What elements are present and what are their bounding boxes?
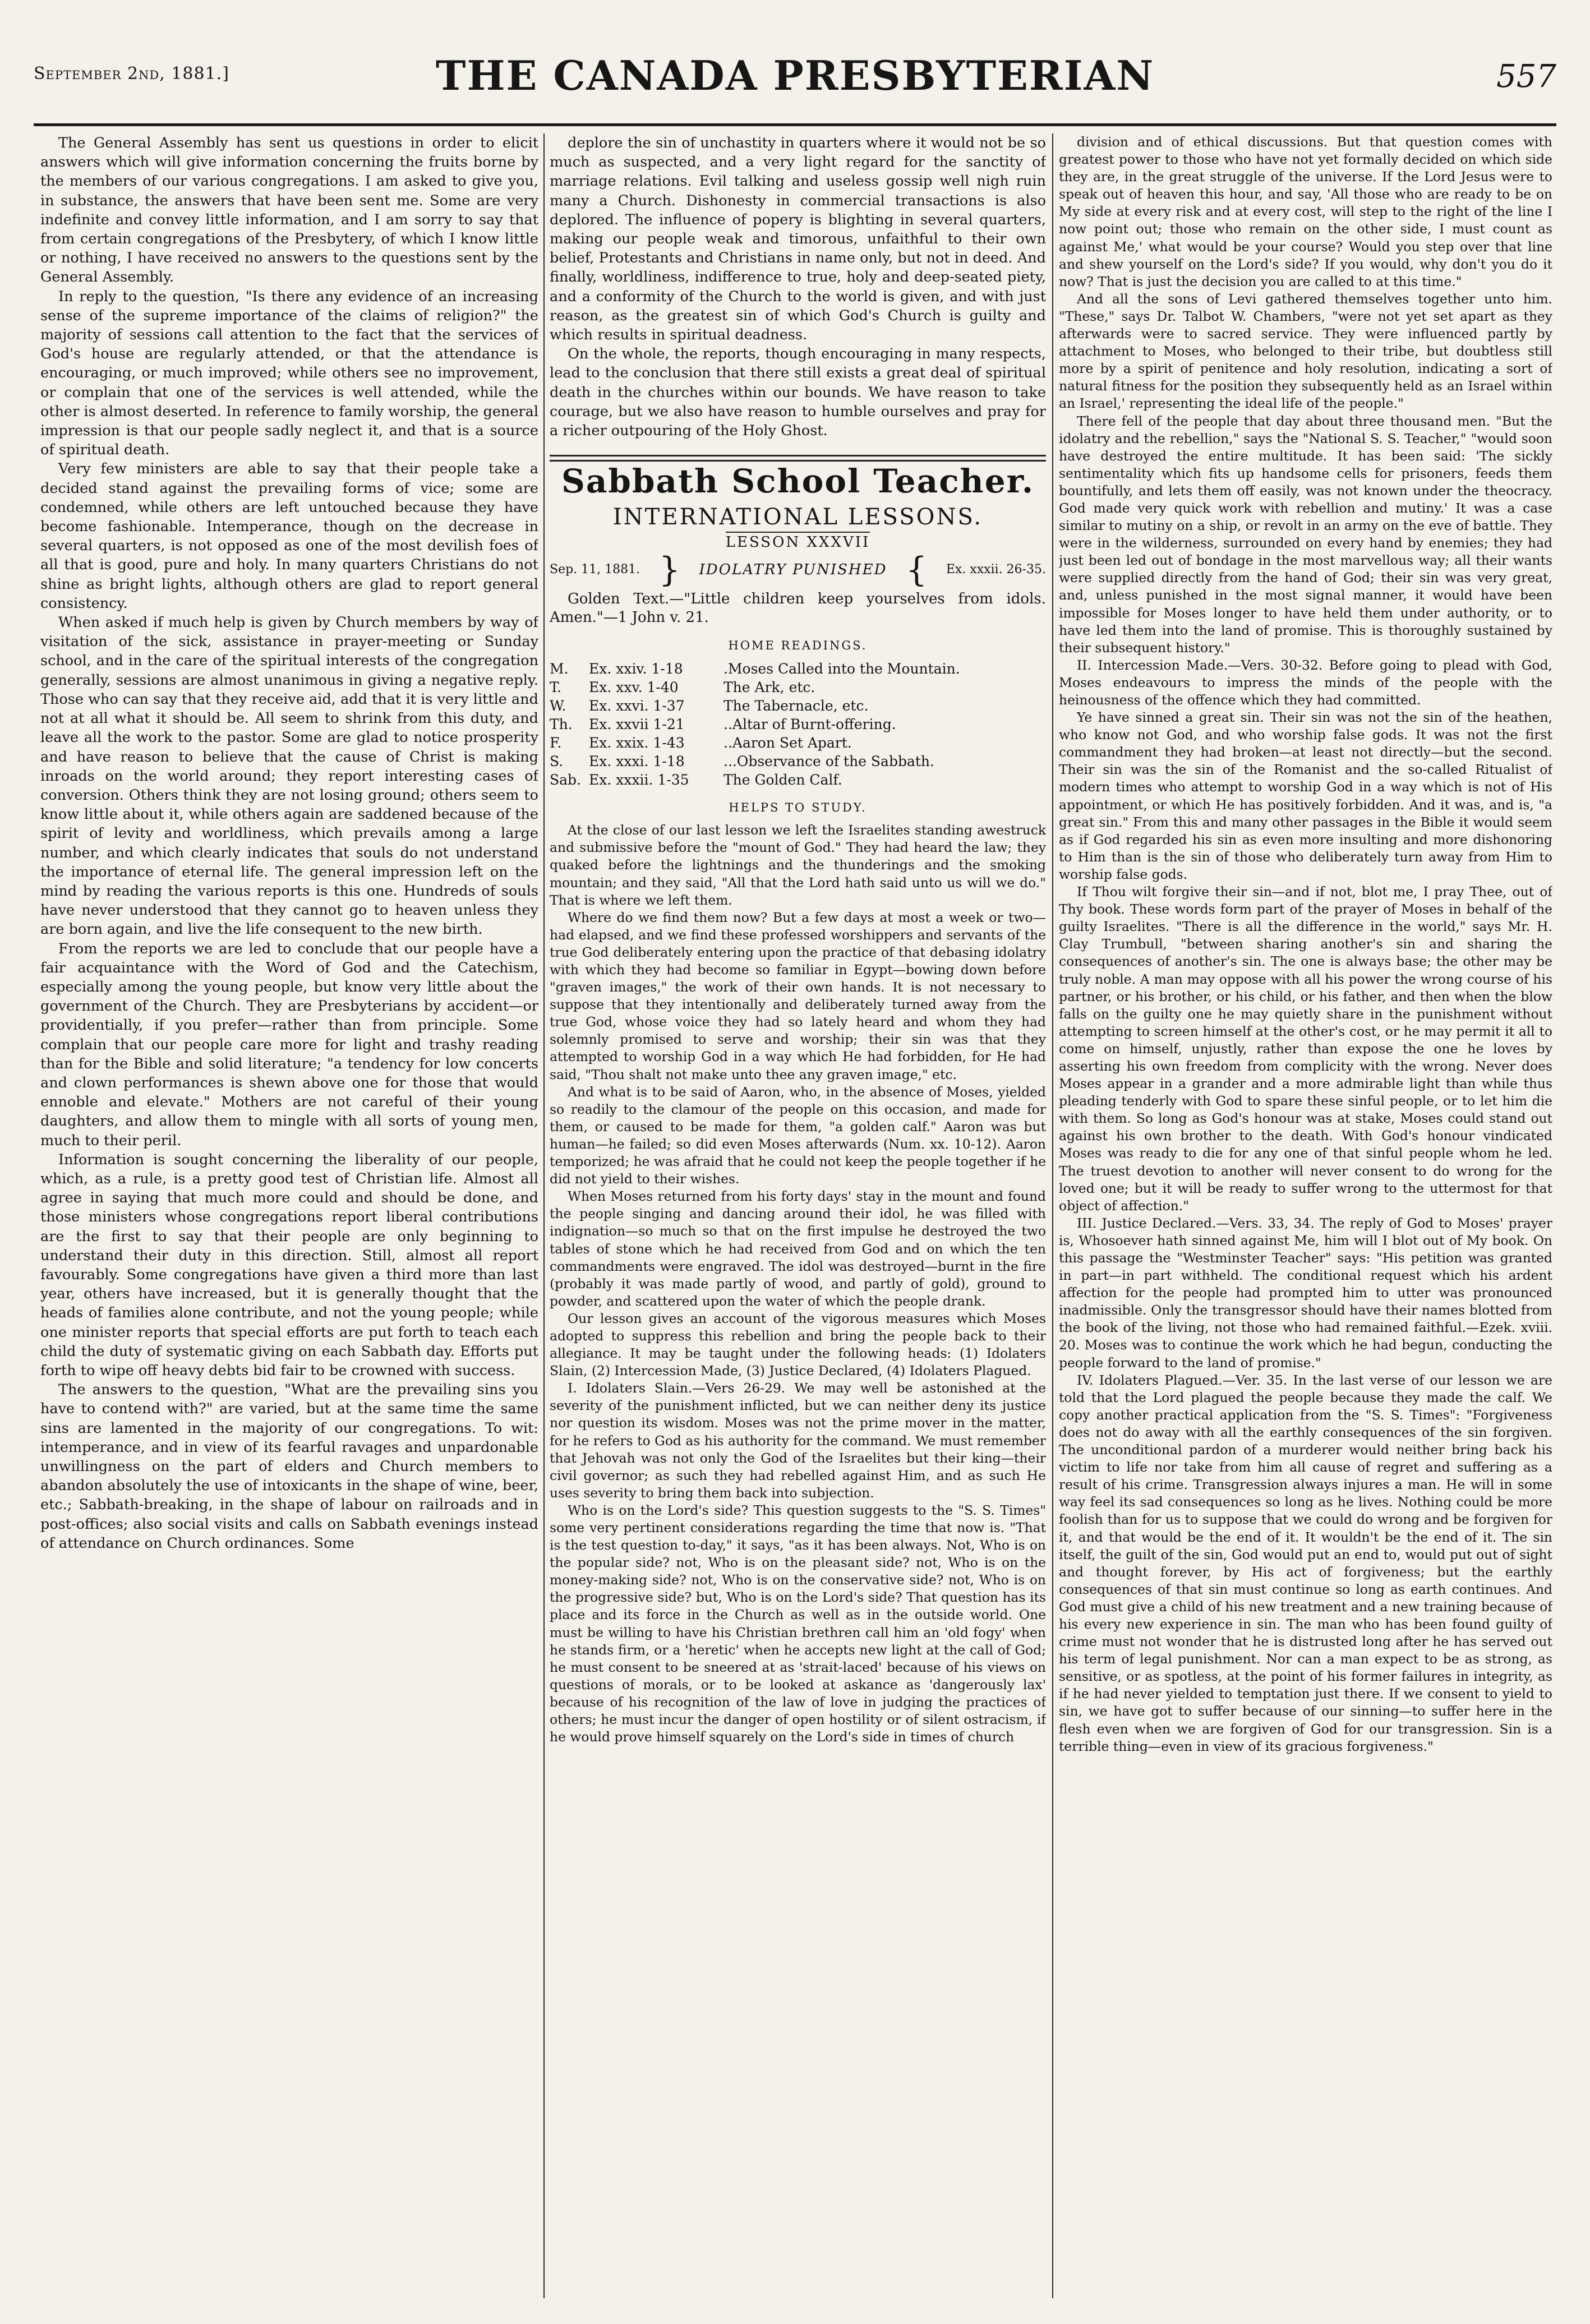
- list-item: S. Ex. xxxi. 1-18 ...Observance of the Sabbath.: [550, 753, 934, 770]
- list-item: F. Ex. xxix. 1-43 ..Aaron Set Apart.: [550, 735, 852, 751]
- paragraph: If Thou wilt forgive their sin—and if not, blot me, I pray Thee, out of Thy book. These words form part of the prayer of Moses in behalf of the guilty Israelites. "There is all the difference in the world," says Mr. H. Clay Trumbull, "between sharing another's sin and sharing the consequences of another's sin. The one is always base; the other may be truly noble. A man may oppose with all his power the wrong course of his partner, or his brother, or his child, or his father, and then when the blow falls on the guilty one he may quietly share in the punishment without attempting to screen himself at the other's cost, or he may permit it all to come on himself, unjustly, rather than expose the one he loves by asserting his own freedom from complicity with the wrong. Never does Moses appear in a grander and a more admirable light than while thus pleading tenderly with God to spare these sinful people, or to let him die with them. So long as God's honour was at stake, Moses could stand out against his own brother to the death. With God's honour vindicated Moses was ready to die for any one of that sinful people whom he led. The truest devotion to another will never consent to do wrong for the loved one; but it will be ready to suffer wrong to the uttermost for that object of affection.": [1059, 884, 1552, 1214]
- list-item: M. Ex. xxiv. 1-18 .Moses Called into the Mountain.: [550, 661, 960, 677]
- issue-date: September 2nd, 1881.]: [34, 64, 229, 84]
- paragraph: When asked if much help is given by Church members by way of visitation of the sick, assistance in prayer-meeting or Sunday school, and in the care of the spiritual interests of the congregation generally, sessions are almost unanimous in giving a negative reply. Those who can say that they receive aid, add that it is very little and not at all what it should be. All seem to shrink from this duty, and leave all the work to the pastor. Some are glad to notice prosperity and have reason to believe that the cause of Christ is making inroads on the world around; they report interesting cases of conversion. Others think they are not losing ground; others seem to know little about it, while others again are saddened because of the spirit of levity and worldliness, which prevails among a large number, and which clearly indicates that souls do not understand the importance of eternal life. The general impression left on the mind by reading the various reports is this one. Hundreds of souls have never understood that they cannot go to heaven unless they are born again, and live the life consequent to the new birth.: [40, 614, 538, 938]
- paragraph: I. Idolaters Slain.—Vers 26-29. We may well be astonished at the severity of the punishment inflicted, but we can neither deny its justice nor question its wisdom. Moses was not the prime mover in the matter, for he refers to God as his authority for the command. We must remember that Jehovah was not only the God of the Israelites but their king—their civil governor; as such they had rebelled against Him, and as such He uses severity to bring them back into subjection.: [550, 1380, 1046, 1501]
- paragraph: II. Intercession Made.—Vers. 30-32. Before going to plead with God, Moses endeavours to impress the minds of the people with the heinousness of the offence which they had committed.: [1059, 657, 1552, 708]
- paragraph: Information is sought concerning the liberality of our people, which, as a rule, is a pretty good test of Christian life. Almost all agree in saying that much more could and should be done, and those ministers whose congregations report liberal contributions are the first to say that their people are only beginning to understand their duty in this direction. Still, almost all report favourably. Some congregations have given a third more than last year, others have increased, but it is generally thought that the heads of families alone contribute, and not the young people; while one minister reports that special efforts are put forth to teach each child the duty of systematic giving on each Sabbath day. Efforts put forth to wipe off heavy debts bid fair to be crowned with success.: [40, 1151, 538, 1379]
- paragraph: At the close of our last lesson we left the Israelites standing awestruck and submissive before the "mount of God." They had heard the law; they quaked before the lightnings and the thunderings and the smoking mountain; and they said, "All that the Lord hath said unto us will we do." That is where we left them.: [550, 822, 1046, 908]
- helps-heading: HELPS TO STUDY.: [729, 801, 867, 815]
- column-rule: [543, 133, 545, 2298]
- helps-text: [550, 822, 1046, 1746]
- column-3: [1059, 133, 1552, 2298]
- list-item: Th. Ex. xxvii 1-21 ..Altar of Burnt-offering.: [550, 716, 896, 733]
- paragraph: The answers to the question, "What are the prevailing sins you have to contend with?" are varied, but at the same time the same sins are lamented in the majority of our congregations. To wit: intemperance, and in view of its fearful ravages and unpardonable unwillingness on the part of elders and Church members to abandon absolutely the use of intoxicants in the shape of wine, beer, etc.; Sabbath-breaking, in the shape of labour on railroads and in post-offices; also social visits and calls on Sabbath evenings instead of attendance on Church ordinances. Some: [40, 1381, 538, 1552]
- lesson-number-text: LESSON XXXVII: [726, 532, 870, 551]
- brace-icon: {: [906, 550, 928, 589]
- paragraph: division and of ethical discussions. But that question comes with greatest power to those who have not yet formally decided on which side they are, in the great struggle of the universe. If the Lord Jesus were to speak out of heaven this hour, and say, 'All those who are ready to be on My side at every risk and at every cost, will step to the right of the line I now point out; those who remain on the other side, I must count as against Me,' what would be your course? Would you step over that line and shew yourself on the Lord's side? If you would, why don't you do it now? That is just the decision you are called to at this time.": [1059, 134, 1552, 289]
- lessons-heading: INTERNATIONAL LESSONS.: [612, 504, 983, 531]
- paragraph: In reply to the question, "Is there any evidence of an increasing sense of the supreme importance of the claims of religion?" the majority of sessions call attention to the fact that the services of God's house are regularly attended, or that the attendance is encouraging, or much improved; while others see no improvement, or complain that one of the services is well attended, while the other is almost deserted. In reference to family worship, the general impression is that our people sadly neglect it, and that is a source of spiritual death.: [40, 288, 538, 459]
- list-item: T. Ex. xxv. 1-40 The Ark, etc.: [550, 679, 815, 696]
- column-rule: [1052, 133, 1053, 2298]
- paragraph: On the whole, the reports, though encouraging in many respects, lead to the conclusion that there still exists a great deal of spiritual death in the churches within our bounds. We have reason to take courage, but we also have reason to humble ourselves and pray for a richer outpouring of the Holy Ghost.: [550, 345, 1046, 440]
- paragraph: From the reports we are led to conclude that our people have a fair acquaintance with the Word of God and the Catechism, especially among the young people, but know very little about the government of the Church. They are Presbyterians by accident—or providentially, if you prefer—rather than from principle. Some complain that our people care more for light and trashy reading than for the Bible and solid literature; "a tendency for low concerts and clown performances is shewn above one for those that would ennoble and elevate." Mothers are not careful of their young daughters, and allow them to mingle with all sorts of young men, much to their peril.: [40, 940, 538, 1149]
- paragraph: III. Justice Declared.—Vers. 33, 34. The reply of God to Moses' prayer is, Whosoever hath sinned against Me, him will I blot out of My book. On this passage the "Westminster Teacher" says: "His petition was granted in part—in part withheld. The conditional request which his ardent affection for the people had prompted him to utter was pronounced inadmissible. Only the transgressor should have their names blotted from the book of the living, not those who had remained faithful.—Ezek. xviii. 20. Moses was to continue the work which he had begun, conducting the people forward to the land of promise.": [1059, 1215, 1552, 1371]
- brace-icon: }: [658, 550, 680, 589]
- list-item: Sab. Ex. xxxii. 1-35 The Golden Calf.: [550, 772, 842, 789]
- home-readings-list: [550, 660, 1046, 789]
- paragraph: IV. Idolaters Plagued.—Ver. 35. In the last verse of our lesson we are told that the Lord plagued the people because they made the calf. We copy another practical application from the "S. S. Times": "Forgiveness does not do away with all the earthly consequences of the sin forgiven. The unconditional pardon of a murderer would neither bring back his victim to life nor take from him all cause of regret and suffering as a result of his crime. Transgression always injures a man. He will in some way feel its sad consequences so long as he lives. Nothing could be more foolish than for us to suppose that we could do wrong and be forgiven for it, and that would be the end of it. It wouldn't be the end of it. The sin itself, the guilt of the sin, God would put an end to, would put out of sight and thought forever, by His act of forgiveness; but the earthly consequences of that sin must continue so long as earth continues. And God must give a child of his new treatment and a new training because of his every new experience in sin. The man who has been found guilty of crime must not wonder that he is distrusted long after he has served out his term of legal punishment. Nor can a man expect to be as strong, as sensitive, or as spotless, at the point of his former failures in integrity, as if he had never yielded to temptation just there. If we consent to yield to sin, we have got to suffer because of our sinning—to suffer here in the flesh even when we are forgiven of God for our transgression. Sin is a terrible thing—even in view of its gracious forgiveness.": [1059, 1372, 1552, 1754]
- section-banner: Sabbath School Teacher.: [561, 462, 1035, 501]
- paragraph: There fell of the people that day about three thousand men. "But the idolatry and the rebellion," says the "National S. S. Teacher," "would soon have destroyed the entire multitude. It has been said: 'The sickly sentimentality which fits up handsome cells for prisoners, feeds them bountifully, and lets them off easily, was not known under the theocracy. God made very quick work with rebellion and mutiny.' It was a case similar to mutiny on a ship, or revolt in an army on the eve of battle. They were in the wilderness, surrounded on every hand by enemies; they had just been led out of bondage in the most marvellous way; all their wants were supplied directly from the hand of God; their sin was very great, and, unless punished in the most signal manner, it would have been impossible for Moses longer to have held them under authority, or to have led them into the land of promise. This is thoroughly sustained by their subsequent history.": [1059, 413, 1552, 656]
- column-2: [550, 133, 1046, 2298]
- masthead: [34, 39, 1556, 126]
- paragraph: Very few ministers are able to say that their people take a decided stand against the prevailing forms of vice; some are condemned, while others are left untouched because they have become fashionable. Intemperance, though on the decrease in several quarters, is not opposed as one of the most devilish foes of all that is good, pure and holy. In many quarters Christians do not shine as bright lights, although others are glad to report general consistency.: [40, 460, 538, 612]
- paragraph: Our lesson gives an account of the vigorous measures which Moses adopted to suppress this rebellion and bring the people back to their allegiance. It may be taught under the following heads: (1) Idolaters Slain, (2) Intercession Made, (3) Justice Declared, (4) Idolaters Plagued.: [550, 1310, 1046, 1379]
- paragraph: The General Assembly has sent us questions in order to elicit answers which will give information concerning the fruits borne by the members of our various congregations. I am asked to give you, in substance, the answers that have been sent me. Some are very indefinite and convey little information, and I am sorry to say that from certain congregations of the Presbytery, of which I know little or nothing, I have received no answers to the questions sent by the General Assembly.: [40, 135, 538, 286]
- home-readings-heading: HOME READINGS.: [728, 638, 868, 652]
- list-item: W. Ex. xxvi. 1-37 The Tabernacle, etc.: [550, 698, 869, 714]
- newspaper-title: THE CANADA PRESBYTERIAN: [435, 52, 1155, 99]
- paragraph: deplore the sin of unchastity in quarters where it would not be so much as suspected, and a very light regard for the sanctity of marriage relations. Evil talking and useless gossip well nigh ruin many a Church. Dishonesty in commercial transactions is also deplored. The influence of popery is blighting in several quarters, making our people weak and timorous, unfaithful to their own belief, Protestants and Christians in name only, but not in deed. And finally, worldliness, indifference to true, holy and deep-seated piety, and a conformity of the Church to the world is given, and with just reason, as the greatest sin of which God's Church is guilty and which results in spiritual deadness.: [550, 135, 1046, 344]
- lesson-number: [550, 533, 1046, 552]
- lesson-title: IDOLATRY PUNISHED: [699, 561, 887, 578]
- paragraph: Ye have sinned a great sin. Their sin was not the sin of the heathen, who know not God, and who worship false gods. It was not the first commandment they had broken—at least not directly—but the second. Their sin was the sin of the Romanist and the so-called Ritualist of modern times who attempt to worship God in a way which is not of His appointment, or which He has positively forbidden. And it was, and is, "a great sin." From this and many other passages in the Bible it would seem as if God regarded his sin as even more insulting and more dishonoring to Him than is the sin of those who deliberately turn away from Him to worship false gods.: [1059, 709, 1552, 882]
- paragraph: And all the sons of Levi gathered themselves together unto him. "These," says Dr. Talbot W. Chambers, "were not yet set apart as they afterwards were to sacred service. They were influenced partly by attachment to Moses, who belonged to their tribe, but doubtless still more by a spirit of penitence and holy resolution, indicating a sort of natural fitness for the position they subsequently held as an Israel within an Israel,' representing the ideal life of the people.": [1059, 290, 1552, 412]
- lesson-date: Sep. 11, 1881.: [550, 562, 640, 577]
- paragraph: Who is on the Lord's side? This question suggests to the "S. S. Times" some very pertinent considerations regarding the time that now is. "That is the test question to-day," it says, "as it has been always. Not, Who is on the popular side? not, Who is on the pleasant side? not, Who is on the money-making side? not, Who is on the conservative side? not, Who is on the progressive side? but, Who is on the Lord's side? That question has its place and its force in the Church as well as in the outside world. One must be willing to have his Christian brethren call him an 'old fogy' when he stands firm, or a 'heretic' when he accepts new light at the call of God; he must consent to be sneered at as 'strait-laced' because of his views on questions of morals, or to be looked at askance as 'dangerously lax' because of his recognition of the law of love in judging the practices of others; he must incur the danger of open hostility or of silent ostracism, if he would prove himself squarely on the Lord's side in times of church: [550, 1502, 1046, 1745]
- column-1: [40, 133, 538, 2298]
- paragraph: When Moses returned from his forty days' stay in the mount and found the people singing and dancing around their idol, he was filled with indignation—so much so that on the first impulse he destroyed the two tables of stone which he had received from God and on which the ten commandments were engraved. The idol was destroyed—burnt in the fire (probably it was made partly of wood, and partly of gold), ground to powder, and scattered upon the water of which the people drank.: [550, 1188, 1046, 1309]
- section-divider: [550, 455, 1046, 462]
- paragraph: Where do we find them now? But a few days at most a week or two—had elapsed, and we find these professed worshippers and servants of the true God deliberately entering upon the practice of that debasing idolatry with which they had become so familiar in Egypt—bowing down before "graven images," the work of their own hands. It is not necessary to suppose that they intentionally and deliberately turned away from the true God, whose voice they had so lately heard and whom they had solemnly promised to serve and worship; their sin was that they attempted to worship God in a way which He had forbidden, for He had said, "Thou shalt not make unto thee any graven image," etc.: [550, 909, 1046, 1082]
- lesson-reference: Ex. xxxii. 26-35.: [946, 562, 1046, 577]
- page-number: 557: [1496, 58, 1556, 95]
- lesson-title-row: [550, 550, 1046, 589]
- golden-text: Golden Text.—"Little children keep yourselves from idols. Amen."—1 John v. 21.: [550, 590, 1046, 626]
- paragraph: And what is to be said of Aaron, who, in the absence of Moses, yielded so readily to the clamour of the people on this occasion, and made for them, or caused to be made for them, "a golden calf." Aaron was but human—he failed; so did even Moses afterwards (Num. xx. 10-12). Aaron temporized; he was afraid that he could not keep the people together if he did not yield to their wishes.: [550, 1083, 1046, 1187]
